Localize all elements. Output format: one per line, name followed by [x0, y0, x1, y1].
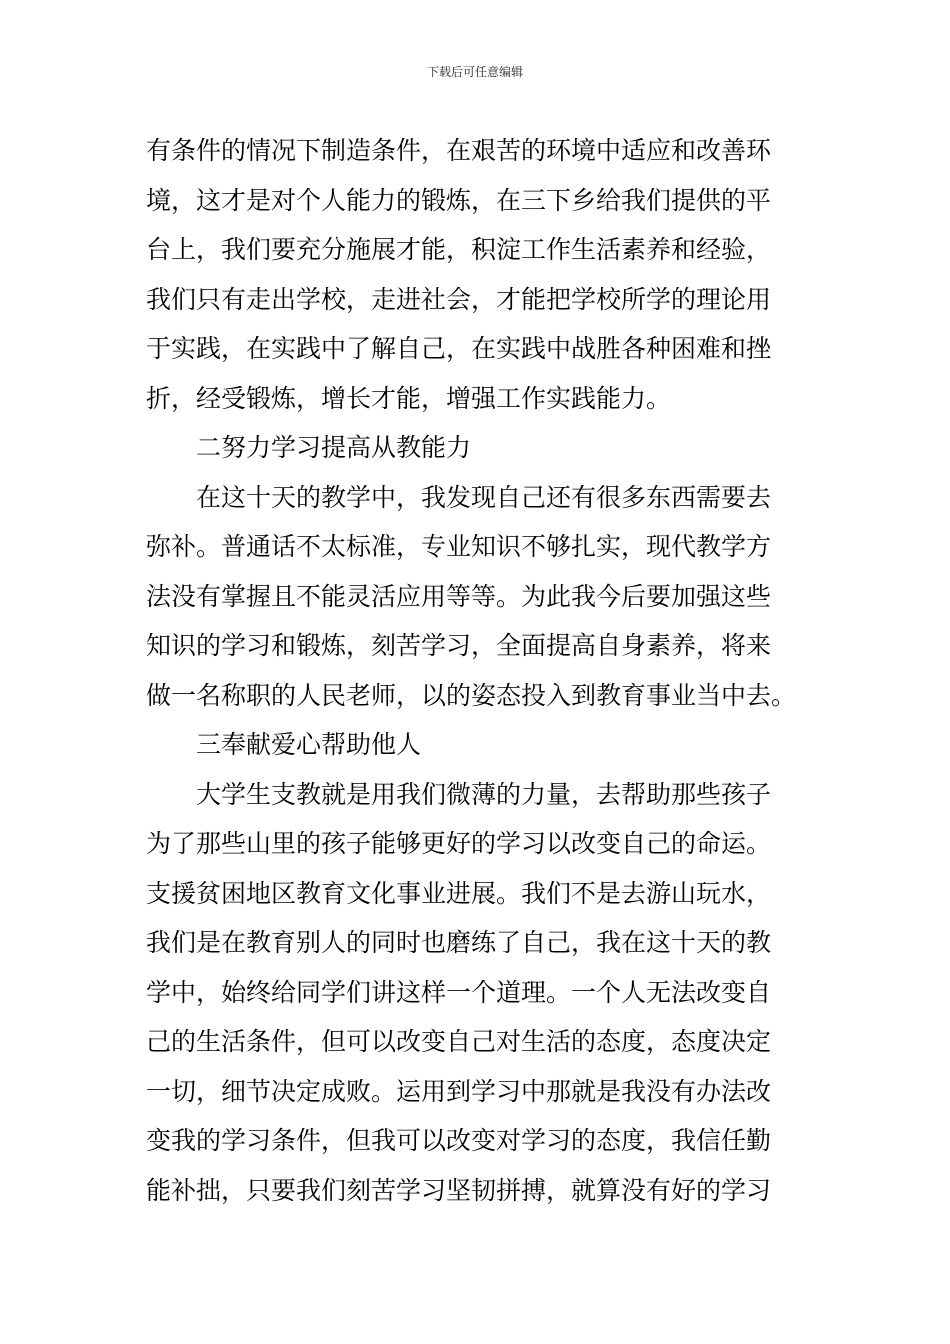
- text-line: 能补拙，只要我们刻苦学习坚韧拼搏，就算没有好的学习: [146, 1175, 772, 1205]
- text-line: 支援贫困地区教育文化事业进展。我们不是去游山玩水，: [146, 878, 772, 908]
- text-line: 在这十天的教学中，我发现自己还有很多东西需要去: [196, 482, 772, 512]
- page-header-note: 下载后可任意编辑: [426, 65, 523, 79]
- section-heading-2: 二努力学习提高从教能力: [196, 433, 472, 462]
- text-line: 学中，始终给同学们讲这样一个道理。一个人无法改变自: [146, 977, 772, 1007]
- text-line: 为了那些山里的孩子能够更好的学习以改变自己的命运。: [146, 829, 772, 858]
- text-line: 知识的学习和锻炼，刻苦学习，全面提高自身素养，将来: [146, 631, 772, 660]
- text-line: 一切，细节决定成败。运用到学习中那就是我没有办法改: [146, 1076, 772, 1106]
- text-line: 于实践，在实践中了解自己，在实践中战胜各种困难和挫: [146, 334, 772, 363]
- text-line: 境，这才是对个人能力的锻炼，在三下乡给我们提供的平: [146, 185, 772, 215]
- text-line: 大学生支教就是用我们微薄的力量，去帮助那些孩子: [196, 779, 772, 809]
- text-line: 我们是在教育别人的同时也磨练了自己，我在这十天的教: [146, 928, 772, 957]
- text-line: 弥补。普通话不太标准，专业知识不够扎实，现代教学方: [146, 532, 772, 561]
- text-line: 变我的学习条件，但我可以改变对学习的态度，我信任勤: [146, 1126, 772, 1155]
- text-line: 有条件的情况下制造条件，在艰苦的环境中适应和改善环: [146, 136, 772, 165]
- text-line: 折，经受锻炼，增长才能，增强工作实践能力。: [146, 383, 672, 413]
- section-heading-3: 三奉献爱心帮助他人: [196, 730, 422, 759]
- text-line: 法没有掌握且不能灵活应用等等。为此我今后要加强这些: [146, 581, 772, 611]
- text-line: 己的生活条件，但可以改变自己对生活的态度，态度决定: [146, 1027, 772, 1056]
- document-body: [146, 126, 806, 1215]
- text-line: 台上，我们要充分施展才能，积淀工作生活素养和经验，: [146, 235, 772, 264]
- text-line: 做一名称职的人民老师，以的姿态投入到教育事业当中去。: [146, 680, 797, 710]
- text-line: 我们只有走出学校，走进社会，才能把学校所学的理论用: [146, 284, 772, 314]
